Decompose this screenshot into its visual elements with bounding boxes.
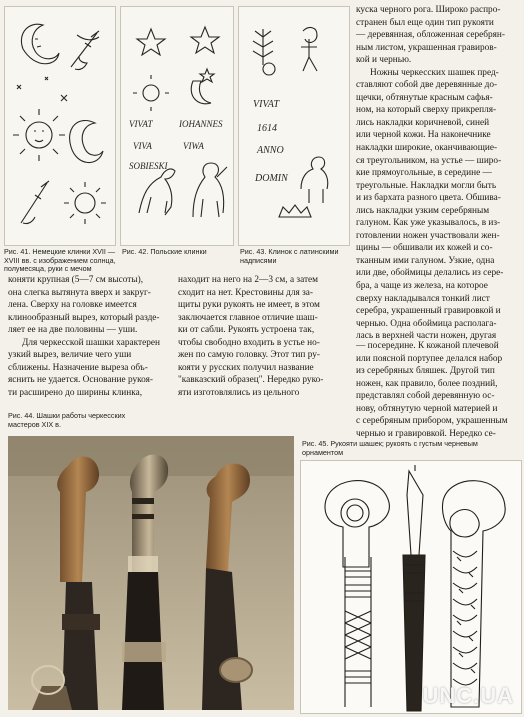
- hand-sword-mark-2: [21, 181, 49, 224]
- blade-inscription: ANNO: [257, 145, 284, 156]
- star-mark-2: [191, 27, 219, 53]
- figure-42-panel: [120, 6, 234, 246]
- text-column-right-top: куска черного рога. Широко распро- странен был еще один тип рукояти — деревянная, обложенная серебрян- ным листом, украшенная гравиров- кой и чернью. Ножны черкесских шашек пред- ставляют собой две деревянные до- щечки, обтянутые красным сафья- ном, на который сверху прикрепля- лись накладки коричневой, синей или черной кожи. На наконечнике накладки широкие, оканчивающие- ся треугольником, на устье — широ- кие прямоугольные, в середине — треугольные. Накладки могли быть и из бархата разного цвета. Обшива- лись накладки узким серебряным галуном. Как уже указывалось, в из- готовлении ножен участвовали жен- щины — обшивали их кожей и со- тканным ими галуном. Узкие, одна или две, обоймицы делались из сере- бра, а чаще из железа, на которое сверху накладывался тонкий лист серебра, украшенный гравировкой и чернью. Одна обоймица располага- лась в верхней части ножен, другая: [356, 5, 505, 342]
- figure-44-caption: Рис. 44. Шашки работы черкесских мастеров XIX в.: [8, 411, 126, 429]
- crescent-moon-mark-2: [70, 120, 103, 162]
- blade-inscription: VIVAT: [253, 99, 280, 110]
- text-column-left: коняти крупная (5—7 см высоты), она слегка вытянута вверх и закруг- лена. Сверху на головке имеется клинообразный вырез, который разде- ляет ее на две половины — уши. Для черкесской шашки характерен узкий вырез, величие чего уши сближены. Назначение выреза объ- яснить не удается. Основание рукоя- ти расширено до ширины клинка,: [8, 275, 160, 398]
- figure-41-drawing: [5, 7, 115, 245]
- blade-inscription: VIWA: [183, 141, 204, 151]
- figure-43-caption: Рис. 43. Клинок с латинскими надписями: [240, 247, 339, 265]
- figure-warrior-mark: [193, 163, 227, 217]
- figure-lion-mark: [139, 169, 175, 215]
- figure-45-caption: Рис. 45. Рукояти шашек; рукоять с густым черневым орнаментом: [302, 439, 478, 457]
- hilts-drawing: [301, 461, 521, 713]
- hilt-2-drawing: [442, 481, 505, 707]
- figure-41-panel: [4, 6, 116, 246]
- figure-42-drawing: [121, 7, 233, 245]
- blade-inscription: VIVA: [133, 141, 152, 151]
- crown-mark: [279, 205, 311, 217]
- hand-sword-mark: [71, 31, 99, 70]
- text-column-middle: находит на него на 2—3 см, а затем сходит на нет. Крестовины для за- щиты руки рукоять не имеет, в этом заключается главное отличие шаш- ки от сабли. Рукоять устроена так, чтобы свободно входить в устье но- жен по самую головку. Этот тип ру- кояти у русских получил название "кавказский образец". Нередко руко- яти изготовлялись из цельного: [178, 275, 324, 398]
- knight-figure-mark: [301, 28, 317, 71]
- sun-mark-2: [64, 182, 106, 224]
- text-column-right-bottom: — посередине. К кожаной плечевой или поясной портупее делался набор из серебряных бляшек. Другой тип ножен, как правило, более поздний, представлял собой деревянную ос- нову, обтянутую черной материей и с серебряным прибором, украшенным чернью и гравировкой. Нередко се-: [356, 341, 508, 439]
- blade-inscription: SOBIESKI: [129, 161, 168, 171]
- star-mark: [137, 29, 165, 55]
- figure-43-drawing: [239, 7, 349, 245]
- crescent-moon-mark: [21, 24, 59, 64]
- crescent-star-mark: [191, 81, 211, 104]
- hilt-1-drawing: [325, 481, 389, 707]
- sun-mark-3: [263, 63, 275, 75]
- blade-inscription: 1614: [257, 123, 277, 134]
- warrior-mark-2: [301, 157, 328, 203]
- figure-42-caption: Рис. 42. Польские клинки: [122, 247, 207, 256]
- figure-45-drawing-panel: [300, 460, 522, 714]
- figure-44-photo: [8, 436, 294, 710]
- figure-43-panel: [238, 6, 350, 246]
- shashka-photo-drawing: [8, 436, 294, 710]
- tree-mark: [253, 29, 273, 65]
- blade-inscription: IOHANNES: [179, 119, 223, 129]
- scabbard-drawing: [403, 465, 425, 711]
- blade-inscription: VIVAT: [129, 119, 153, 129]
- watermark-logo: UNC.UA: [422, 683, 514, 708]
- blade-inscription: DOMIN: [255, 173, 288, 184]
- figure-41-caption: Рис. 41. Немецкие клинки XVII — XVIII вв. с изображением солнца, полумесяца, руки с мечом: [4, 247, 116, 274]
- sun-face-mark: [13, 109, 65, 161]
